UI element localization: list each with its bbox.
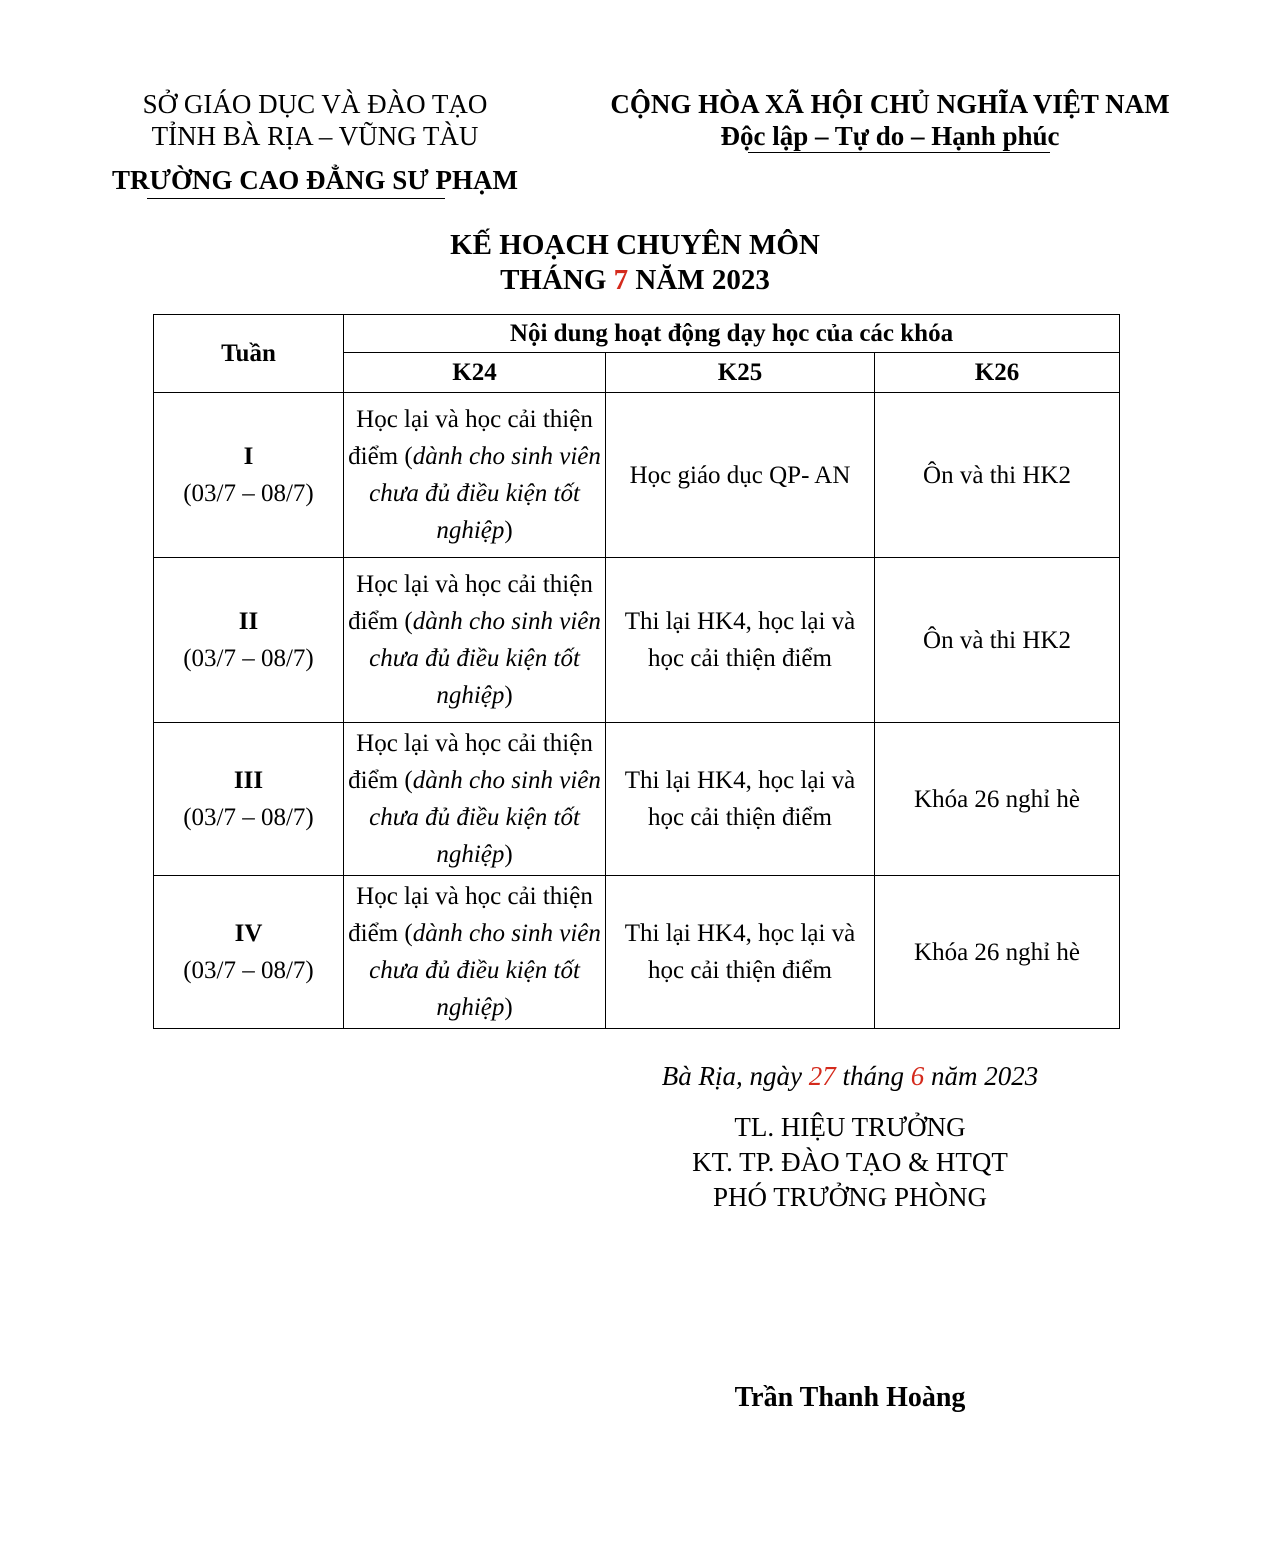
table-row <box>154 723 1120 876</box>
k25-cell: Thi lại HK4, học lại và học cải thiện điểm <box>606 876 875 1029</box>
title-year: NĂM 2023 <box>628 264 770 296</box>
title-month-prefix: THÁNG <box>500 264 614 296</box>
signature-line-1: TL. HIỆU TRƯỞNG <box>734 1112 966 1142</box>
k24-cell: Học lại và học cải thiện điểm (dành cho sinh viên chưa đủ điều kiện tốt nghiệp) <box>344 723 606 876</box>
k25-cell: Thi lại HK4, học lại và học cải thiện điểm <box>606 723 875 876</box>
title-month-number: 7 <box>613 264 629 296</box>
week-dates: (03/7 – 08/7) <box>183 645 314 672</box>
national-motto: Độc lập – Tự do – Hạnh phúc <box>720 121 1060 151</box>
signer-name: Trần Thanh Hoàng <box>734 1382 966 1413</box>
table-row <box>154 876 1120 1029</box>
week-dates: (03/7 – 08/7) <box>183 804 314 831</box>
date-month: 6 <box>910 1061 925 1091</box>
header-k25: K25 <box>606 353 875 393</box>
week-number: II <box>238 608 259 635</box>
title-line-2 <box>300 263 970 298</box>
week-number: IV <box>234 920 263 947</box>
table-row <box>154 393 1120 558</box>
k25-cell: Thi lại HK4, học lại và học cải thiện điểm <box>606 558 875 723</box>
week-dates: (03/7 – 08/7) <box>183 957 314 984</box>
left-header <box>100 88 530 196</box>
k25-cell: Học giáo dục QP- AN <box>606 393 875 558</box>
week-number: III <box>233 767 264 794</box>
right-header <box>590 88 1190 152</box>
week-cell <box>154 558 344 723</box>
header-k26: K26 <box>875 353 1120 393</box>
header-k24: K24 <box>344 353 606 393</box>
k24-cell: Học lại và học cải thiện điểm (dành cho sinh viên chưa đủ điều kiện tốt nghiệp) <box>344 393 606 558</box>
k26-cell: Khóa 26 nghỉ hè <box>875 723 1120 876</box>
document-title <box>300 228 970 298</box>
school-name: TRƯỜNG CAO ĐẲNG SƯ PHẠM <box>112 165 518 195</box>
k26-cell: Khóa 26 nghỉ hè <box>875 876 1120 1029</box>
week-dates: (03/7 – 08/7) <box>183 480 314 507</box>
right-header-underline <box>748 152 1050 153</box>
signature-titles <box>560 1110 1140 1215</box>
signature-line-3: PHÓ TRƯỞNG PHÒNG <box>713 1182 987 1212</box>
header-activity-group: Nội dung hoạt động dạy học của các khóa <box>344 315 1120 353</box>
k26-cell: Ôn và thi HK2 <box>875 393 1120 558</box>
header-week: Tuần <box>154 315 344 393</box>
national-title: CỘNG HÒA XÃ HỘI CHỦ NGHĨA VIỆT NAM <box>610 89 1170 119</box>
week-cell <box>154 393 344 558</box>
department-name: SỞ GIÁO DỤC VÀ ĐÀO TẠO <box>142 89 488 119</box>
table-row <box>154 558 1120 723</box>
signature-line-2: KT. TP. ĐÀO TẠO & HTQT <box>692 1147 1008 1177</box>
title-line-1: KẾ HOẠCH CHUYÊN MÔN <box>450 229 820 261</box>
left-header-underline <box>147 198 445 199</box>
activity-plan-table <box>153 314 1120 1029</box>
k24-cell: Học lại và học cải thiện điểm (dành cho sinh viên chưa đủ điều kiện tốt nghiệp) <box>344 876 606 1029</box>
week-cell <box>154 876 344 1029</box>
date-line: Bà Rịa, ngày 27 tháng 6 năm 2023 <box>661 1061 1039 1091</box>
date-day: 27 <box>808 1061 836 1091</box>
province-name: TỈNH BÀ RỊA – VŨNG TÀU <box>151 121 479 151</box>
k24-cell: Học lại và học cải thiện điểm (dành cho sinh viên chưa đủ điều kiện tốt nghiệp) <box>344 558 606 723</box>
week-number: I <box>243 443 254 470</box>
k26-cell: Ôn và thi HK2 <box>875 558 1120 723</box>
week-cell <box>154 723 344 876</box>
